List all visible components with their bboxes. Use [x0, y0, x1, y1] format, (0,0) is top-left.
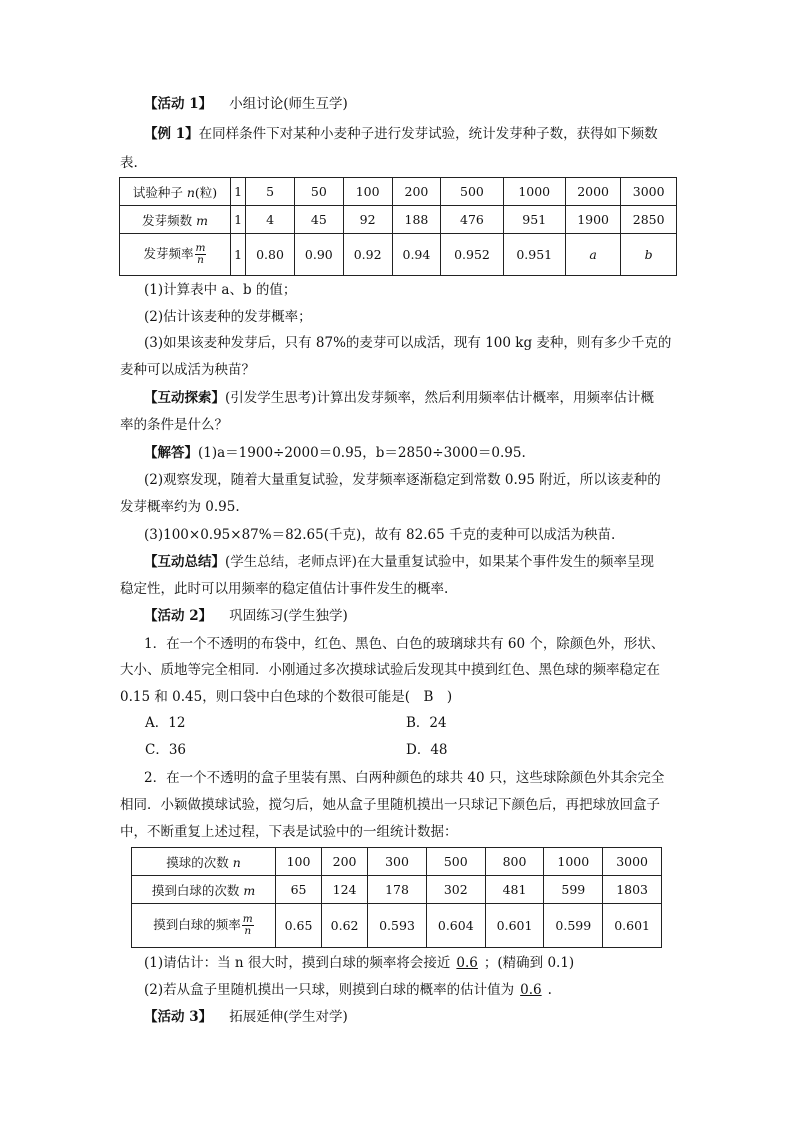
table-cell: 0.65: [276, 904, 322, 948]
table-cell: 0.952: [441, 234, 503, 276]
table-cell: 0.593: [368, 904, 427, 948]
exercise2-question2: [144, 980, 704, 1000]
option-b: B．24: [406, 715, 447, 731]
row-label: 摸球的次数 n: [132, 848, 276, 876]
table-cell: 300: [368, 848, 427, 876]
table-cell: 200: [392, 178, 441, 206]
activity2-heading: [144, 606, 704, 626]
question-text: (1)请估计：当 n 很大时，摸到白球的频率将会接近: [144, 955, 451, 971]
table-row: [120, 178, 677, 206]
table-cell: 0.599: [544, 904, 603, 948]
question-text: (2)若从盒子里随机摸出一只球，则摸到白球的概率的估计值为: [144, 982, 515, 998]
activity-tag: 【活动 3】: [144, 1009, 213, 1025]
row-label: 摸到白球的次数 m: [132, 876, 276, 904]
exercise1-line3: 0.15 和 0.45，则口袋中白色球的个数很可能是( B ): [120, 689, 453, 705]
variable-symbol: n: [232, 854, 241, 870]
exercise1-line1: 1．在一个不透明的布袋中，红色、黑色、白色的玻璃球共有 60 个，除颜色外，形状、: [144, 636, 665, 652]
option-c: C．36: [145, 742, 187, 758]
answer-text: (1)a＝1900÷2000＝0.95，b＝2850÷3000＝0.95.: [198, 445, 526, 461]
row-label: 发芽频数 m: [120, 206, 231, 234]
variable-symbol: m: [243, 882, 256, 898]
option-a: A．12: [145, 715, 186, 731]
exercise2-line3: 中，不断重复上述过程，下表是试验中的一组统计数据：: [120, 824, 458, 840]
fraction-denominator: n: [244, 925, 252, 937]
activity-tag: 【活动 2】: [144, 608, 213, 624]
row-label-text: 摸到白球的频率: [153, 917, 241, 932]
exercise1-line2: 大小、质地等完全相同．小刚通过多次摸球试验后发现其中摸到红色、黑色球的频率稳定在: [120, 662, 660, 678]
table-cell: b: [621, 234, 677, 276]
table-cell: 5: [246, 178, 295, 206]
activity-title: 小组讨论(师生互学): [229, 96, 348, 112]
activity3-heading: [144, 1007, 704, 1027]
table-cell: 200: [322, 848, 368, 876]
summary-tag: 【互动总结】: [144, 554, 225, 570]
table-cell: 1: [231, 234, 246, 276]
answer-blank: 0.6: [520, 982, 542, 998]
table-cell: 481: [485, 876, 544, 904]
table-row: [132, 904, 662, 948]
table-cell: 0.951: [503, 234, 565, 276]
activity-title: 巩固练习(学生独学): [229, 608, 348, 624]
table-cell: 0.62: [322, 904, 368, 948]
table-cell: 188: [392, 206, 441, 234]
row-label: [120, 234, 231, 276]
table-cell: 1: [231, 206, 246, 234]
variable-symbol: n: [186, 184, 195, 200]
table-cell: 1000: [503, 178, 565, 206]
question-text: ；(精确到 0.1): [483, 955, 575, 971]
summary-text: (学生总结，老师点评)在大量重复试验中，如果某个事件发生的频率呈现: [225, 554, 655, 570]
table-cell: 65: [276, 876, 322, 904]
explore-tag: 【互动探索】: [144, 390, 225, 406]
table-cell: 0.92: [343, 234, 392, 276]
table-cell: 0.604: [426, 904, 485, 948]
answer-3: (3)100×0.95×87%＝82.65(千克)，故有 82.65 千克的麦种可以成活为秧苗.: [144, 527, 616, 543]
variable-symbol: m: [196, 212, 208, 228]
exercise2-line1: 2．在一个不透明的盒子里装有黑、白两种颜色的球共 40 只，这些球除颜色外其余完全: [144, 770, 665, 786]
question-2: (2)估计该麦种的发芽概率；: [144, 309, 312, 325]
table-cell: 500: [441, 178, 503, 206]
table-cell: 0.601: [485, 904, 544, 948]
table-cell: 50: [294, 178, 343, 206]
row-label: [132, 904, 276, 948]
table-cell: 0.94: [392, 234, 441, 276]
table-cell: 599: [544, 876, 603, 904]
question-3-line1: (3)如果该麦种发芽后，只有 87%的麦芽可以成活，现有 100 kg 麦种，则有多少千克的: [144, 335, 672, 351]
table-cell: 3000: [621, 178, 677, 206]
table-row: [132, 876, 662, 904]
question-3-line2: 麦种可以成活为秧苗？: [120, 362, 255, 378]
fraction-numerator: m: [195, 242, 206, 254]
table-cell: 1: [231, 178, 246, 206]
explore-line1: [144, 388, 704, 408]
table-cell: 0.601: [603, 904, 662, 948]
fraction-denominator: n: [197, 254, 204, 266]
summary-line1: [144, 552, 704, 572]
exercise2-line2: 相同．小颖做摸球试验，搅匀后，她从盒子里随机摸出一只球记下颜色后，再把球放回盒子: [120, 797, 660, 813]
table-cell: 800: [485, 848, 544, 876]
table-cell: 951: [503, 206, 565, 234]
answer-blank: 0.6: [456, 955, 478, 971]
row-label-text: 发芽频率: [143, 246, 194, 261]
answer-2-line1: (2)观察发现，随着大量重复试验，发芽频率逐渐稳定到常数 0.95 附近，所以该麦种的: [144, 472, 661, 488]
table-cell: 0.90: [294, 234, 343, 276]
explore-text: (引发学生思考)计算出发芽频率，然后利用频率估计概率，用频率估计概: [225, 390, 655, 406]
fraction-m-over-n: [242, 914, 254, 937]
question-1: (1)计算表中 a、b 的值；: [144, 282, 297, 298]
table-cell: 476: [441, 206, 503, 234]
table-cell: 178: [368, 876, 427, 904]
example-text: 在同样条件下对某种小麦种子进行发芽试验，统计发芽种子数，获得如下频数: [198, 126, 658, 142]
summary-line2: 稳定性，此时可以用频率的稳定值估计事件发生的概率.: [120, 581, 449, 597]
row-label: 试验种子 n(粒): [120, 178, 231, 206]
table-cell: 1803: [603, 876, 662, 904]
table-cell: a: [565, 234, 621, 276]
table-row: [132, 848, 662, 876]
table-cell: 92: [343, 206, 392, 234]
table-cell: 1900: [565, 206, 621, 234]
activity1-heading: [144, 94, 704, 114]
example1-intro-line2: 表.: [120, 155, 138, 171]
option-d: D．48: [406, 742, 448, 758]
table-cell: 3000: [603, 848, 662, 876]
example-tag: 【例 1】: [144, 126, 199, 142]
answer-2-line2: 发芽概率约为 0.95.: [120, 499, 240, 515]
table-cell: 1000: [544, 848, 603, 876]
answer-tag: 【解答】: [144, 445, 198, 461]
exercise2-question1: [144, 953, 704, 973]
table-row: [120, 234, 677, 276]
table-cell: 124: [322, 876, 368, 904]
table-cell: 302: [426, 876, 485, 904]
table-cell: 4: [246, 206, 295, 234]
example1-intro-line1: [144, 124, 704, 144]
table-cell: 100: [276, 848, 322, 876]
fraction-numerator: m: [242, 913, 253, 925]
activity-title: 拓展延伸(学生对学): [229, 1009, 348, 1025]
ball-drawing-table: [131, 847, 662, 948]
explore-line2: 率的条件是什么？: [120, 417, 228, 433]
table-cell: 2850: [621, 206, 677, 234]
germination-table: [119, 177, 677, 276]
answer-line1: [144, 443, 704, 463]
activity-tag: 【活动 1】: [144, 96, 213, 112]
table-cell: 45: [294, 206, 343, 234]
table-cell: 0.80: [246, 234, 295, 276]
table-cell: 2000: [565, 178, 621, 206]
table-row: [120, 206, 677, 234]
fraction-m-over-n: [195, 243, 207, 266]
table-cell: 100: [343, 178, 392, 206]
question-text: .: [547, 982, 552, 998]
table-cell: 500: [426, 848, 485, 876]
